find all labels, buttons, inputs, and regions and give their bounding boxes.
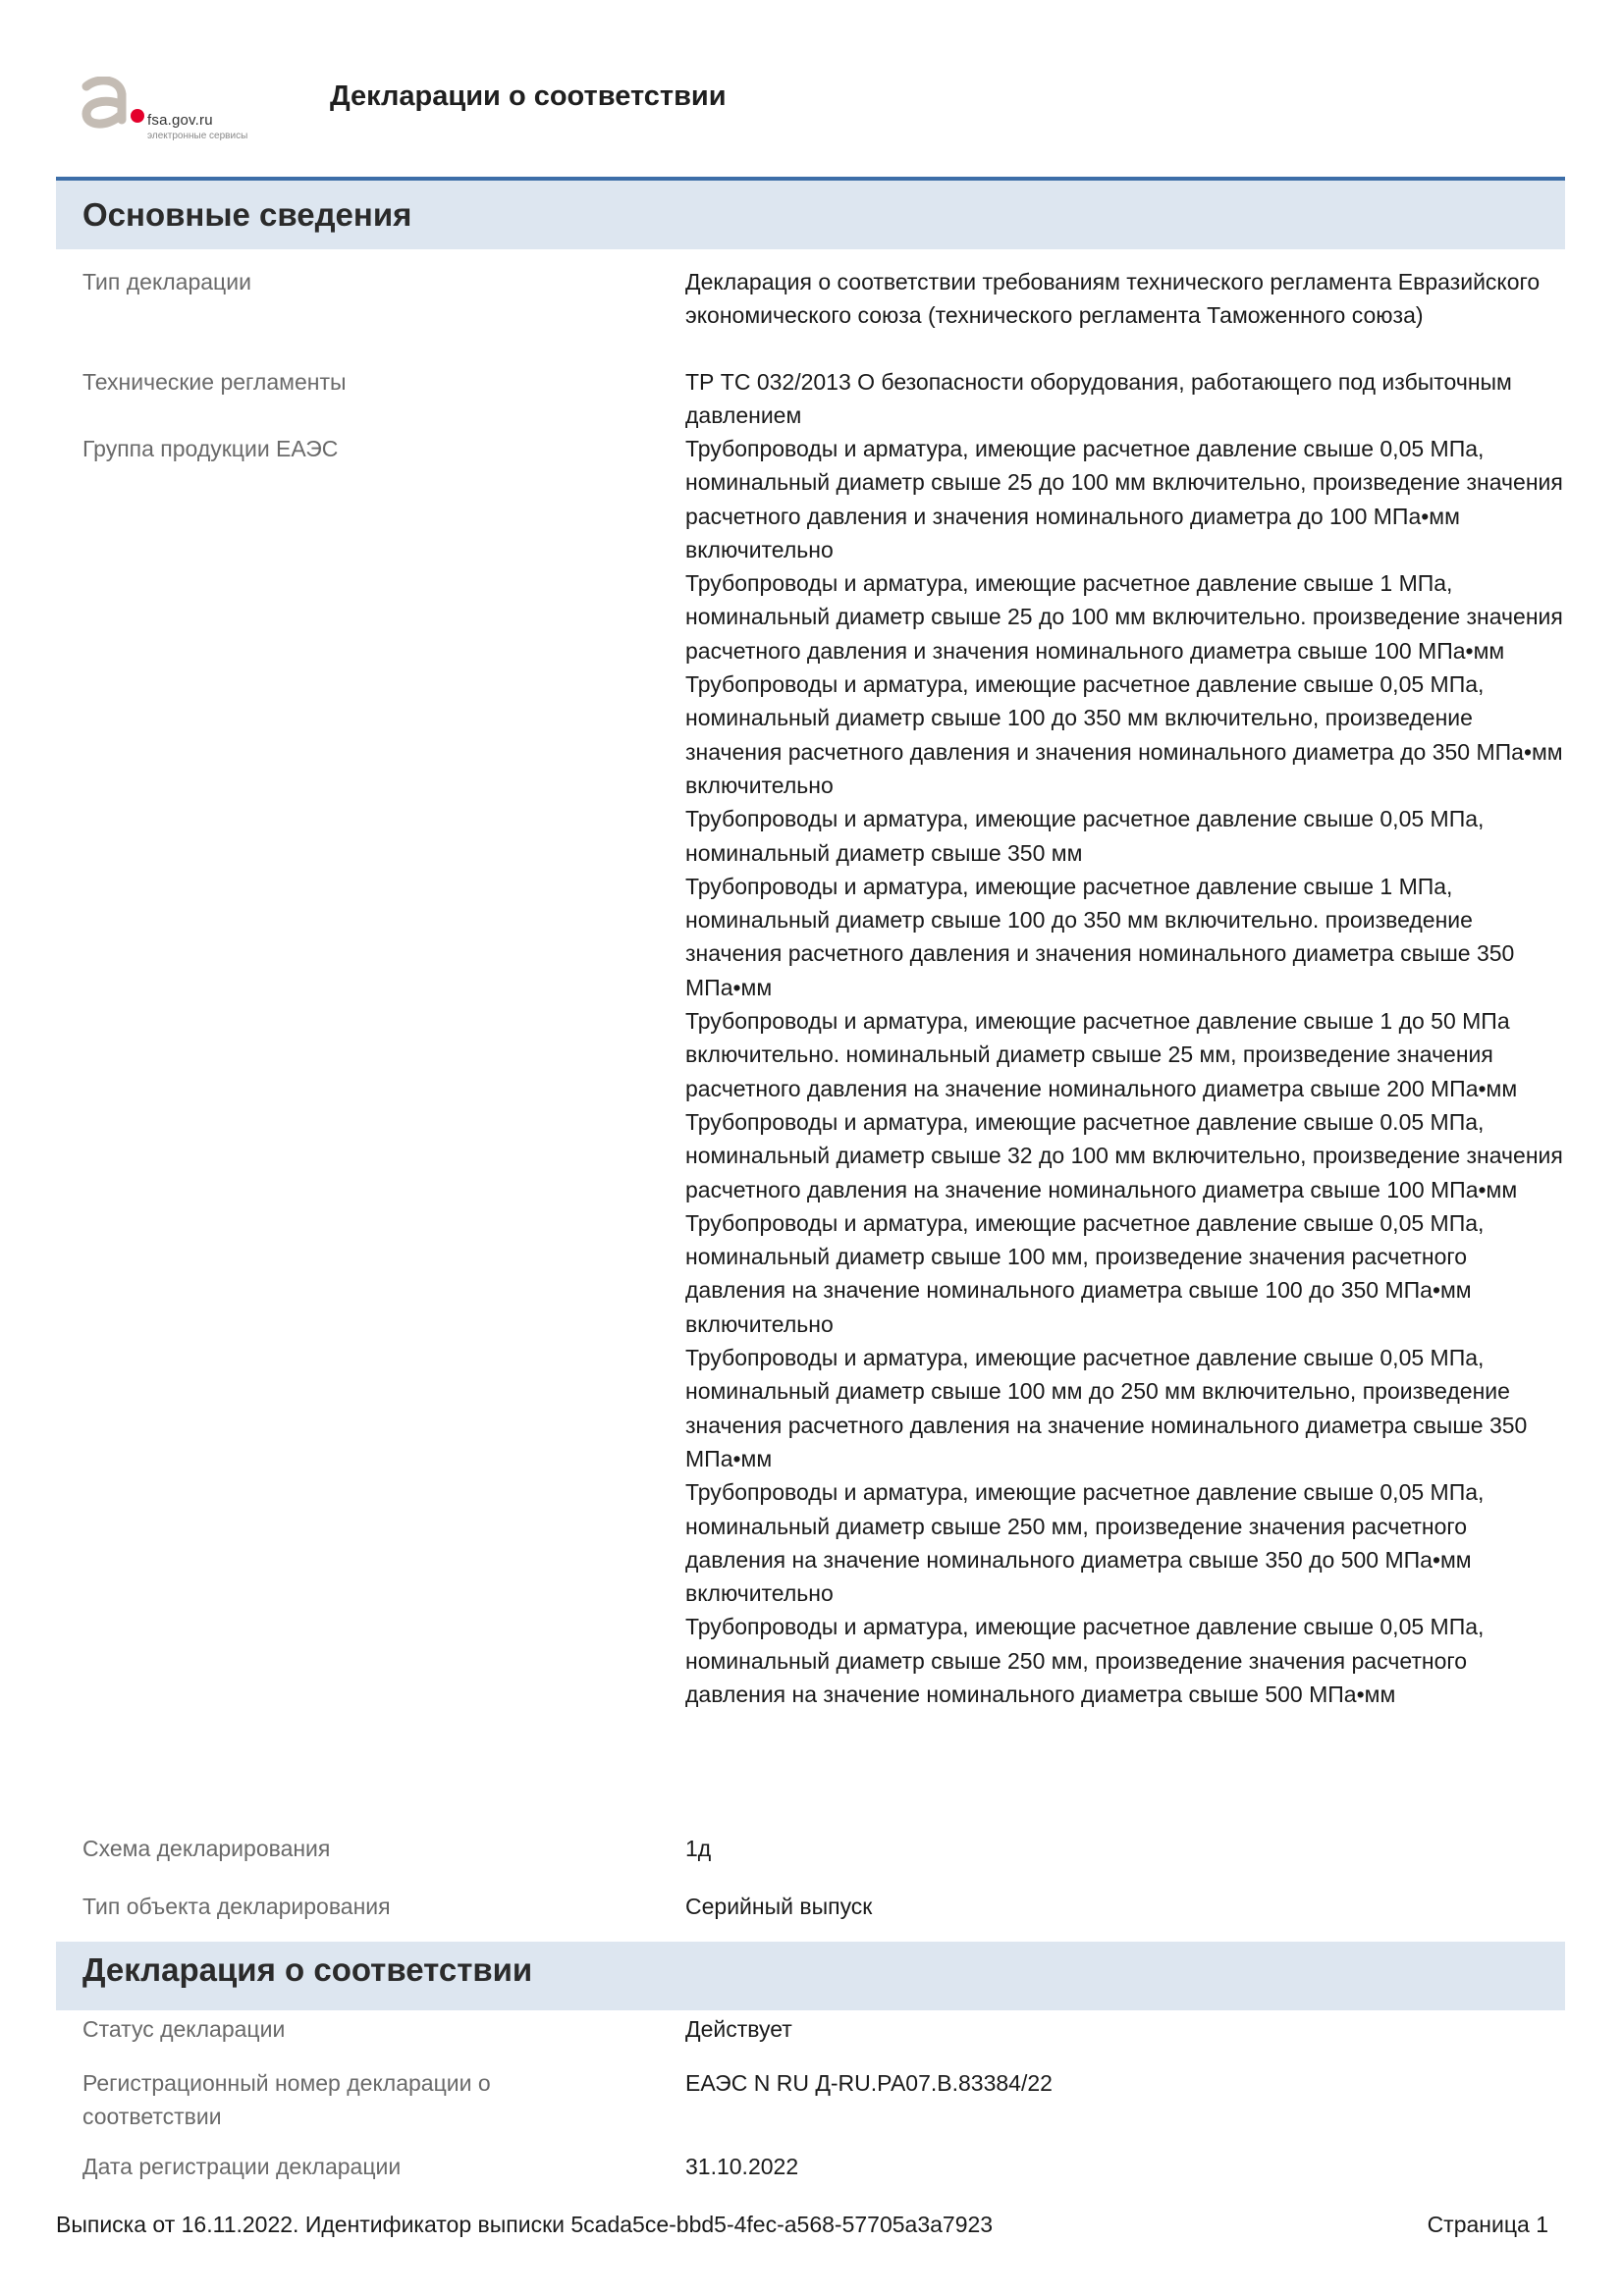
product-group-item: Трубопроводы и арматура, имеющие расчетное давление свыше 1 МПа, номинальный диаметр свыше 100 до 350 мм включительно. произведение значения расчетного давления и значения номинального диаметра свыше 350 МПа•мм <box>685 873 1515 1000</box>
product-group-item: Трубопроводы и арматура, имеющие расчетное давление свыше 0,05 МПа, номинальный диаметр свыше 250 мм, произведение значения расчетного давления на значение номинального диаметра свыше 350 до 500 МПа•мм включительно <box>685 1479 1485 1607</box>
field-label: Статус декларации <box>82 2016 286 2042</box>
product-group-item: Трубопроводы и арматура, имеющие расчетное давление свыше 0,05 МПа, номинальный диаметр свыше 25 до 100 мм включительно, произведение значения расчетного давления и значения номинального диаметра до 100 МПа•мм включительно <box>685 436 1563 562</box>
field-label: Тип декларации <box>82 269 251 294</box>
field-label: Схема декларирования <box>82 1836 331 1861</box>
product-group-item: Трубопроводы и арматура, имеющие расчетное давление свыше 0,05 МПа, номинальный диаметр свыше 100 мм, произведение значения расчетного давления на значение номинального диаметра свыше 100 до 350 МПа•мм включительно <box>685 1209 1485 1337</box>
field-label: Технические регламенты <box>82 369 347 395</box>
field-value: Действует <box>685 2016 792 2042</box>
product-group-item: Трубопроводы и арматура, имеющие расчетное давление свыше 0,05 МПа, номинальный диаметр свыше 350 мм <box>685 806 1485 866</box>
section-main-info-heading: Основные сведения <box>56 177 1565 249</box>
field-value: ТР ТС 032/2013 О безопасности оборудования, работающего под избыточным давлением <box>685 369 1512 429</box>
field-value: ЕАЭС N RU Д-RU.РА07.В.83384/22 <box>685 2070 1053 2096</box>
field-value-list <box>685 432 1569 1711</box>
document-title: Декларации о соответствии <box>330 80 727 112</box>
logo-subtitle: электронные сервисы <box>147 131 248 141</box>
fsa-logo-icon <box>77 77 147 132</box>
product-group-item: Трубопроводы и арматура, имеющие расчетное давление свыше 0,05 МПа, номинальный диаметр свыше 100 мм до 250 мм включительно, произведение значения расчетного давления на значение номинального диаметра свыше 350 МПа•мм <box>685 1345 1528 1471</box>
logo-domain: fsa.gov.ru <box>147 112 213 129</box>
field-label: Дата регистрации декларации <box>82 2154 402 2179</box>
field-label: Группа продукции ЕАЭС <box>82 436 339 461</box>
page-footer <box>56 2212 1548 2238</box>
field-label: Регистрационный номер декларации о соответствии <box>82 2070 491 2130</box>
field-value: 31.10.2022 <box>685 2154 799 2179</box>
page-header <box>77 71 960 149</box>
product-group-item: Трубопроводы и арматура, имеющие расчетное давление свыше 1 до 50 МПа включительно. номинальный диаметр свыше 25 мм, произведение значения расчетного давления на значение номинального диаметра свыше 200 МПа•мм <box>685 1008 1518 1101</box>
product-group-item: Трубопроводы и арматура, имеющие расчетное давление свыше 1 МПа, номинальный диаметр свыше 25 до 100 мм включительно. произведение значения расчетного давления и значения номинального диаметра свыше 100 МПа•мм <box>685 570 1563 664</box>
footer-extract-info: Выписка от 16.11.2022. Идентификатор выписки 5cada5ce-bbd5-4fec-a568-57705a3a7923 <box>56 2212 994 2237</box>
section-declaration-heading: Декларация о соответствии <box>56 1942 1565 2010</box>
field-value: Серийный выпуск <box>685 1894 873 1919</box>
page-number: Страница 1 <box>1427 2212 1548 2237</box>
fsa-logo[interactable] <box>77 71 273 149</box>
field-label: Тип объекта декларирования <box>82 1894 391 1919</box>
field-value: Декларация о соответствии требованиям технического регламента Евразийского экономического союза (технического регламента Таможенного союза) <box>685 269 1541 329</box>
product-group-item: Трубопроводы и арматура, имеющие расчетное давление свыше 0.05 МПа, номинальный диаметр свыше 32 до 100 мм включительно, произведение значения расчетного давления на значение номинального диаметра свыше 100 МПа•мм <box>685 1108 1563 1202</box>
product-group-item: Трубопроводы и арматура, имеющие расчетное давление свыше 0,05 МПа, номинальный диаметр свыше 250 мм, произведение значения расчетного давления на значение номинального диаметра свыше 500 МПа•мм <box>685 1614 1485 1707</box>
field-value: 1д <box>685 1836 712 1861</box>
product-group-item: Трубопроводы и арматура, имеющие расчетное давление свыше 0,05 МПа, номинальный диаметр свыше 100 до 350 мм включительно, произведение значения расчетного давления и значения номинального диаметра до 350 МПа•мм включительно <box>685 671 1563 798</box>
